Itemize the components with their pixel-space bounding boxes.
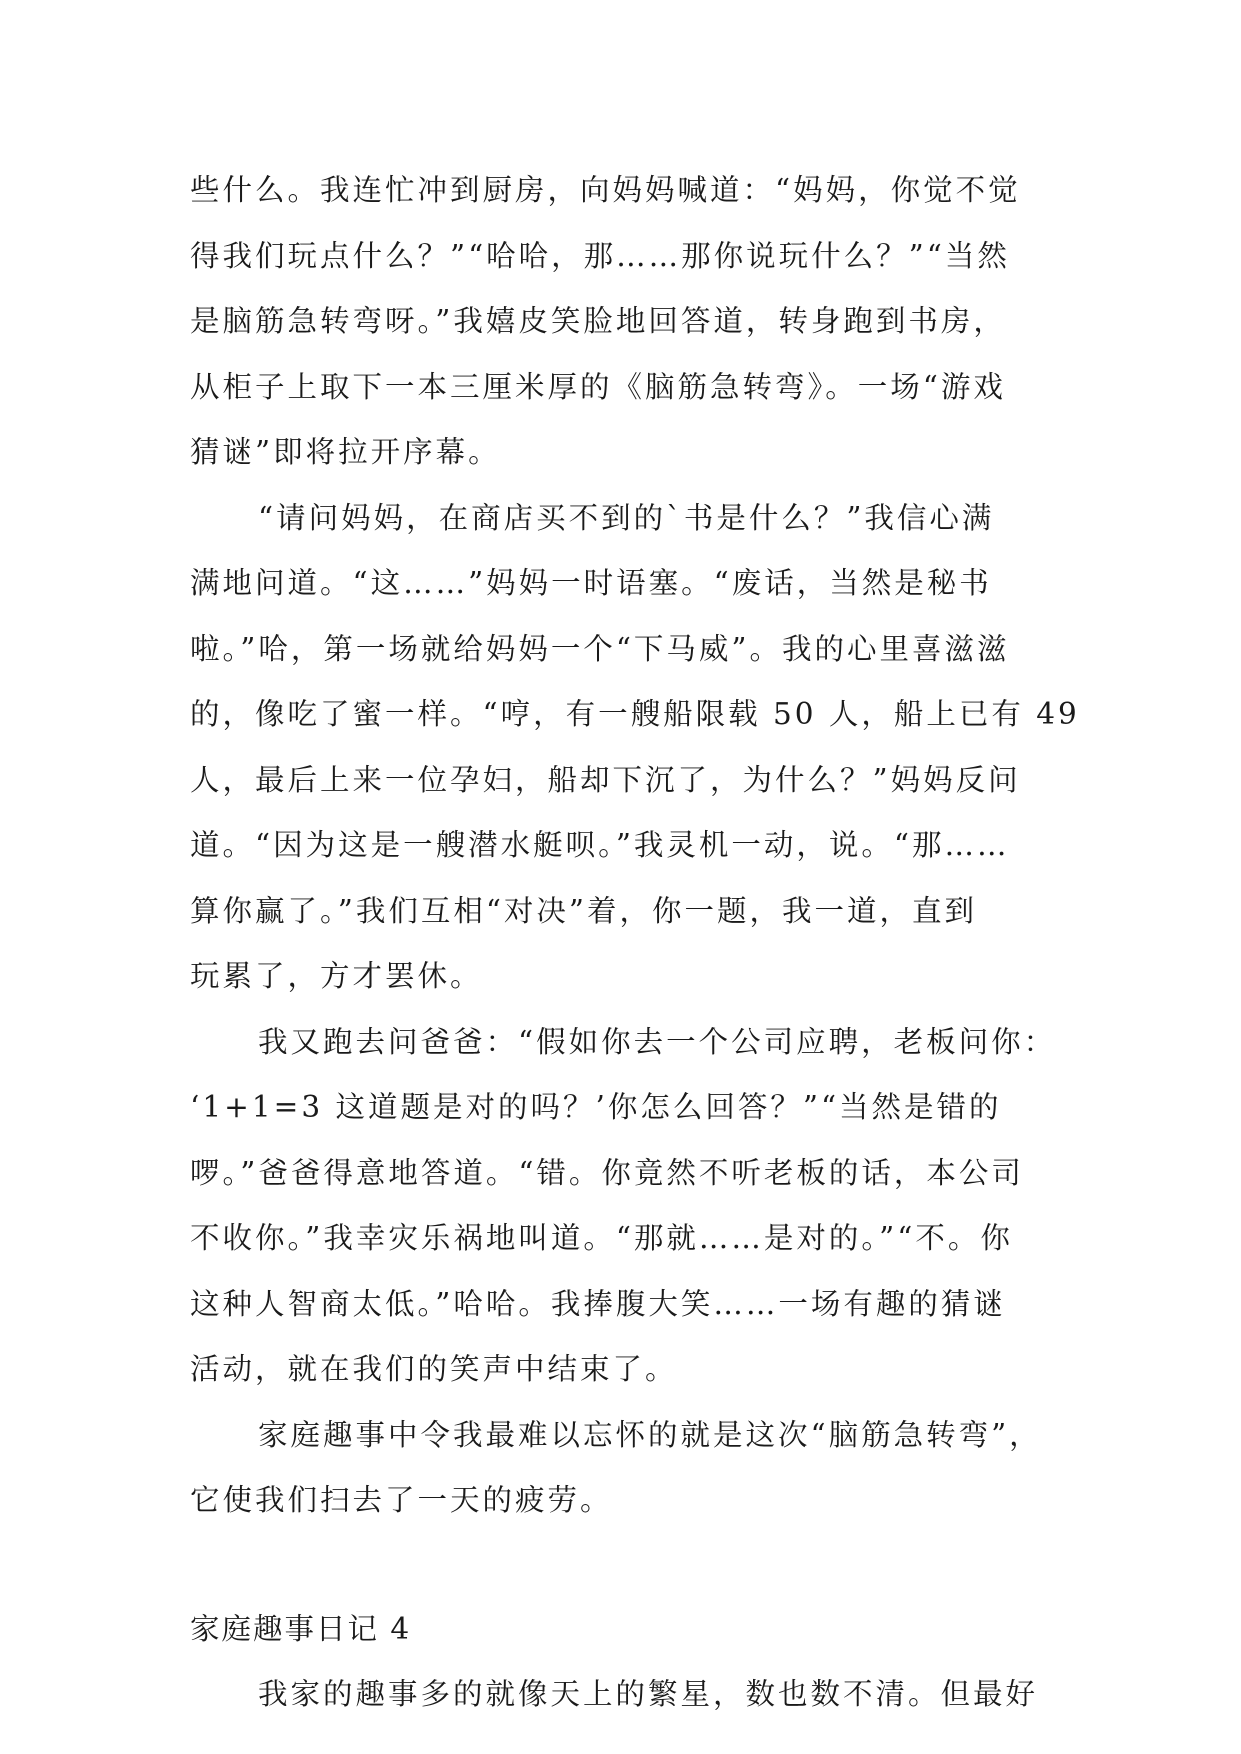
text-line: 些什么。我连忙冲到厨房，向妈妈喊道：“妈妈，你觉不觉 — [190, 173, 1021, 207]
text-line: 啰。”爸爸得意地答道。“错。你竟然不听老板的话，本公司 — [190, 1155, 1024, 1190]
paragraph-3 — [190, 1010, 1090, 1403]
text-line: 道。“因为这是一艘潜水艇呗。”我灵机一动，说。“那…… — [190, 828, 1010, 862]
text-line: ‘1+1=3 这道题是对的吗？’你怎么回答？”“当然是错的 — [190, 1090, 1002, 1124]
text-line: 我又跑去问爸爸：“假如你去一个公司应聘，老板问你： — [258, 1024, 1057, 1059]
text-line: 不收你。”我幸灾乐祸地叫道。“那就……是对的。”“不。你 — [190, 1221, 1013, 1255]
paragraph-5 — [190, 1662, 1090, 1728]
text-line: 这种人智商太低。”哈哈。我捧腹大笑……一场有趣的猜谜 — [190, 1286, 1006, 1321]
section-title: 家庭趣事日记 4 — [190, 1611, 412, 1646]
text-line: 它使我们扫去了一天的疲劳。 — [190, 1483, 613, 1517]
text-line: 人，最后上来一位孕妇，船却下沉了，为什么？”妈妈反问 — [190, 762, 1021, 797]
text-line: 活动，就在我们的笑声中结束了。 — [190, 1352, 678, 1386]
text-line: 啦。”哈，第一场就给妈妈一个“下马威”。我的心里喜滋滋 — [190, 631, 1010, 666]
paragraph-1 — [190, 158, 1090, 486]
text-line: 得我们玩点什么？”“哈哈，那……那你说玩什么？”“当然 — [190, 238, 1010, 273]
section-spacer — [190, 1534, 1090, 1597]
text-line: 我家的趣事多的就像天上的繁星，数也数不清。但最好 — [258, 1677, 1039, 1711]
text-line: 从柜子上取下一本三厘米厚的《脑筋急转弯》。一场“游戏 — [190, 369, 1006, 404]
text-line: 玩累了，方才罢休。 — [190, 959, 483, 993]
text-line: 的，像吃了蜜一样。“哼，有一艘船限载 50 人，船上已有 49 — [190, 697, 1080, 731]
text-line: 算你赢了。”我们互相“对决”着，你一题，我一道，直到 — [190, 893, 977, 928]
paragraph-2 — [190, 486, 1090, 1010]
text-line: 猜谜”即将拉开序幕。 — [190, 435, 501, 469]
paragraph-4 — [190, 1403, 1090, 1534]
text-line: 家庭趣事中令我最难以忘怀的就是这次“脑筋急转弯”， — [258, 1417, 1042, 1452]
document-body — [190, 158, 1090, 1728]
text-line: 是脑筋急转弯呀。”我嬉皮笑脸地回答道，转身跑到书房， — [190, 304, 1006, 338]
text-line: 满地问道。“这……”妈妈一时语塞。“废话，当然是秘书 — [190, 566, 992, 600]
text-line: “请问妈妈，在商店买不到的`书是什么？”我信心满 — [258, 500, 995, 535]
